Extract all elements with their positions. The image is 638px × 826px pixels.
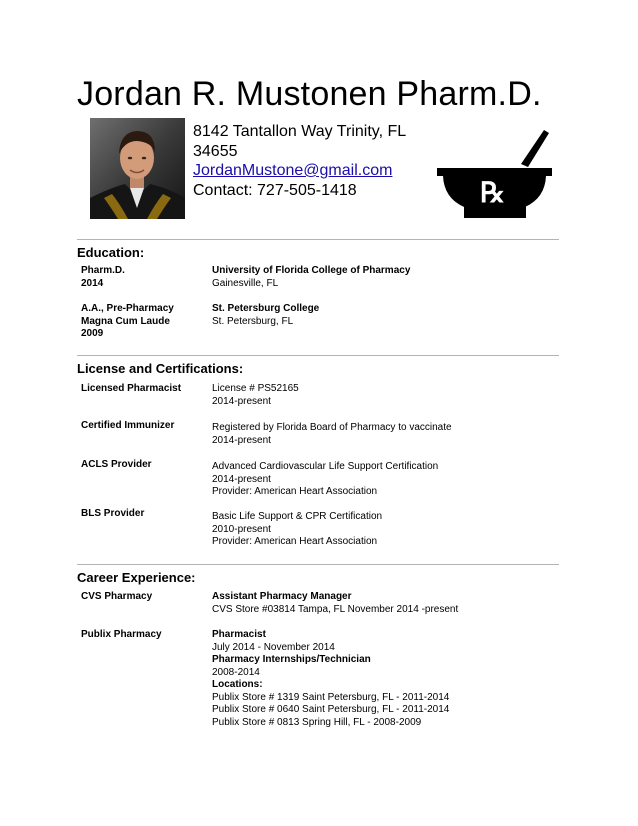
licenses-heading: License and Certifications:	[77, 361, 244, 376]
profile-photo-image	[90, 118, 185, 219]
mortar-pestle-rx-icon	[437, 124, 552, 220]
address-line-1: 8142 Tantallon Way Trinity, FL	[193, 123, 407, 140]
address-line-2: 34655	[193, 142, 238, 160]
rx-symbol: ℞	[480, 176, 506, 209]
divider-licenses	[77, 355, 559, 356]
career-heading: Career Experience:	[77, 570, 196, 585]
education-heading: Education:	[77, 245, 145, 260]
license-title-4: BLS Provider	[81, 508, 145, 519]
profile-photo	[90, 118, 185, 219]
job-cvs: Assistant Pharmacy Manager CVS Store #03814 Tampa, FL November 2014 -present	[212, 591, 459, 615]
publix-location-3: Publix Store # 0813 Spring Hill, FL - 2008-2009	[212, 716, 422, 728]
license-title-1: Licensed Pharmacist	[81, 383, 182, 394]
education-degree-2: A.A., Pre-Pharmacy Magna Cum Laude 2009	[81, 303, 174, 339]
license-detail-1: License # PS52165 2014-present	[212, 383, 299, 407]
license-detail-2: Registered by Florida Board of Pharmacy to vaccinate 2014-present	[212, 422, 452, 446]
phone-contact: Contact: 727-505-1418	[193, 181, 357, 199]
education-school-1: University of Florida College of Pharmacy Gainesville, FL	[212, 265, 411, 289]
employer-publix: Publix Pharmacy	[81, 629, 162, 640]
divider-career	[77, 564, 559, 565]
education-degree-1: Pharm.D. 2014	[81, 265, 125, 289]
license-detail-4: Basic Life Support & CPR Certification 2010-present Provider: American Heart Association	[212, 511, 383, 547]
license-title-2: Certified Immunizer	[81, 420, 175, 431]
publix-location-1: Publix Store # 1319 Saint Petersburg, FL - 2011-2014	[212, 691, 450, 703]
divider-top	[77, 239, 559, 240]
education-school-2: St. Petersburg College St. Petersburg, FL	[212, 303, 320, 327]
email-link[interactable]: JordanMustone@gmail.com	[193, 162, 393, 179]
publix-location-2: Publix Store # 0640 Saint Petersburg, FL - 2011-2014	[212, 704, 450, 715]
contact-block	[193, 122, 406, 200]
license-title-3: ACLS Provider	[81, 459, 152, 470]
candidate-name: Jordan R. Mustonen Pharm.D.	[77, 75, 542, 113]
employer-cvs: CVS Pharmacy	[81, 591, 153, 602]
license-detail-3: Advanced Cardiovascular Life Support Certification 2014-present Provider: American Heart Association	[212, 461, 439, 497]
job-publix: Pharmacist July 2014 - November 2014 Pharmacy Internships/Technician 2008-2014 Locations: Publix Store # 1319 Saint Petersburg, FL - 2011-2014 Publix Store # 0640 Saint Petersburg, FL - 2011-2014 Publix Store # 0813 Spring Hill, FL - 2008-2009	[212, 629, 450, 728]
